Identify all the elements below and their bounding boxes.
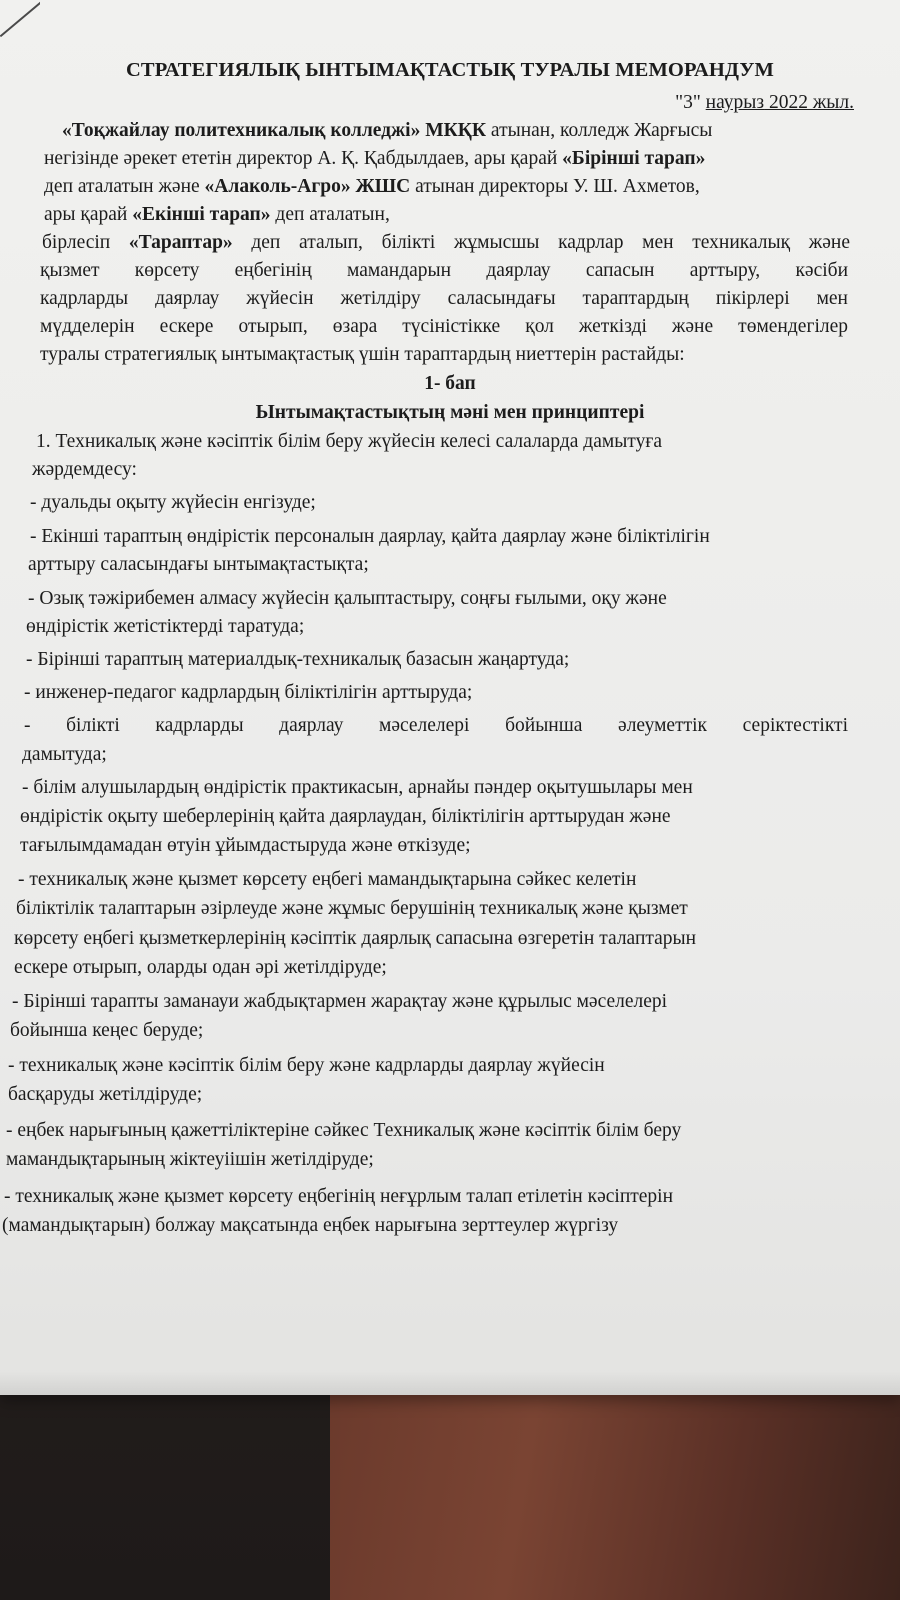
body-line: ескере отырып, оларды одан әрі жетілдіруде; bbox=[14, 957, 387, 978]
chapter-number: 1- бап bbox=[424, 373, 476, 394]
preamble-line-4-rest: деп аталатын, bbox=[270, 204, 390, 225]
preamble-line-3 bbox=[44, 173, 700, 200]
body-line: біліктілік талаптарын әзірлеуде және жұмыс берушінің техникалық және қызмет bbox=[16, 898, 688, 919]
date-year: 2022 жыл. bbox=[764, 92, 854, 113]
preamble-line-2 bbox=[44, 145, 705, 172]
preamble-line-6: қызмет көрсету еңбегінің мамандарын даярлау сапасын арттыру, кәсіби bbox=[40, 260, 848, 281]
preamble-line-1 bbox=[62, 117, 712, 144]
preamble-line-4-pre: ары қарай bbox=[44, 204, 133, 225]
body-line: 1. Техникалық және кәсіптік білім беру жүйесін келесі салаларда дамытуға bbox=[36, 431, 662, 452]
list-item: - Екінші тараптың өндірістік персоналын даярлау, қайта даярлау және біліктілігін bbox=[30, 526, 710, 547]
preamble-line-5 bbox=[42, 229, 850, 256]
preamble-line-9: туралы стратегиялық ынтымақтастық үшін тараптардың ниеттерін растайды: bbox=[40, 344, 685, 365]
list-item: - техникалық және кәсіптік білім беру және кадрларды даярлау жүйесін bbox=[8, 1055, 605, 1076]
body-line: көрсету еңбегі қызметкерлерінің кәсіптік даярлық сапасына өзгеретін талаптарын bbox=[14, 928, 697, 949]
list-item: - инженер-педагог кадрлардың біліктілігін арттыруда; bbox=[24, 682, 473, 703]
body-line: дамытуда; bbox=[22, 744, 107, 765]
corner-fold-mark bbox=[0, 0, 40, 40]
first-party-org-name: «Тоқжайлау политехникалық колледжі» МКҚК bbox=[62, 120, 487, 141]
preamble-line-3-pre: деп аталатын және bbox=[44, 176, 205, 197]
document-title: СТРАТЕГИЯЛЫҚ ЫНТЫМАҚТАСТЫҚ ТУРАЛЫ МЕМОРАНДУМ bbox=[126, 59, 774, 81]
wooden-table-surface bbox=[330, 1360, 900, 1600]
preamble-line-2-text: негізінде әрекет ететін директор А. Қ. Қабдылдаев, ары қарай bbox=[44, 148, 563, 169]
list-item: - техникалық және қызмет көрсету еңбегінің неғұрлым талап етілетін кәсіптерін bbox=[4, 1186, 674, 1207]
parties-label: «Тараптар» bbox=[128, 232, 233, 253]
date-month: наурыз bbox=[705, 92, 765, 113]
preamble-line-3-rest: атынан директоры У. Ш. Ахметов, bbox=[410, 176, 700, 197]
list-item: - білікті кадрларды даярлау мәселелері бойынша әлеуметтік серіктестікті bbox=[24, 715, 848, 736]
list-item: - дуальды оқыту жүйесін енгізуде; bbox=[30, 492, 316, 513]
second-party-label: «Екінші тарап» bbox=[132, 204, 271, 225]
chapter-heading: Ынтымақтастықтың мәні мен принциптері bbox=[255, 402, 645, 423]
second-party-org-name: «Алаколь-Агро» ЖШС bbox=[204, 176, 411, 197]
body-line: өндірістік жетістіктерді таратуда; bbox=[26, 616, 305, 637]
list-item: - Бірінші тарапты заманауи жабдықтармен жарақтау және құрылыс мәселелері bbox=[12, 991, 668, 1012]
list-item: - Озық тәжірибемен алмасу жүйесін қалыптастыру, соңғы ғылыми, оқу және bbox=[28, 588, 667, 609]
date-day: "3" bbox=[675, 92, 701, 113]
list-item: - Бірінші тараптың материалдық-техникалық базасын жаңартуда; bbox=[26, 649, 570, 670]
preamble-line-8: мүдделерін ескере отырып, өзара түсіністікке қол жеткізді және төмендегілер bbox=[40, 316, 848, 337]
preamble-line-5-pre: бірлесіп bbox=[42, 232, 129, 253]
body-line: жәрдемдесу: bbox=[32, 459, 137, 480]
body-line: мамандықтарының жіктеуіішін жетілдіруде; bbox=[6, 1149, 374, 1170]
preamble-line-4 bbox=[44, 201, 390, 228]
body-line: бойынша кеңес беруде; bbox=[10, 1020, 204, 1041]
document-date bbox=[675, 89, 854, 116]
body-line: арттыру саласындағы ынтымақтастықта; bbox=[28, 554, 369, 575]
body-line: басқаруды жетілдіруде; bbox=[8, 1084, 203, 1105]
first-party-label: «Бірінші тарап» bbox=[562, 148, 706, 169]
body-line: өндірістік оқыту шеберлерінің қайта даярлаудан, біліктілігін арттырудан және bbox=[20, 806, 671, 827]
preamble-line-7: кадрларды даярлау жүйесін жетілдіру саласындағы тараптардың пікірлері мен bbox=[40, 288, 848, 309]
body-line: тағылымдамадан өтуін ұйымдастыруда және өткізуде; bbox=[20, 835, 471, 856]
preamble-line-5-rest: деп аталып, білікті жұмысшы кадрлар мен техникалық және bbox=[232, 232, 851, 253]
list-item: - білім алушылардың өндірістік практикасын, арнайы пәндер оқытушылары мен bbox=[22, 777, 693, 798]
list-item: - еңбек нарығының қажеттіліктеріне сәйкес Техникалық және кәсіптік білім беру bbox=[6, 1120, 682, 1141]
body-line: (мамандықтарын) болжау мақсатында еңбек нарығына зерттеулер жүргізу bbox=[2, 1215, 619, 1236]
list-item: - техникалық және қызмет көрсету еңбегі мамандықтарына сәйкес келетін bbox=[18, 869, 637, 890]
paper-edge-shadow bbox=[0, 1372, 900, 1395]
preamble-line-1-text: атынан, колледж Жарғысы bbox=[486, 120, 713, 141]
